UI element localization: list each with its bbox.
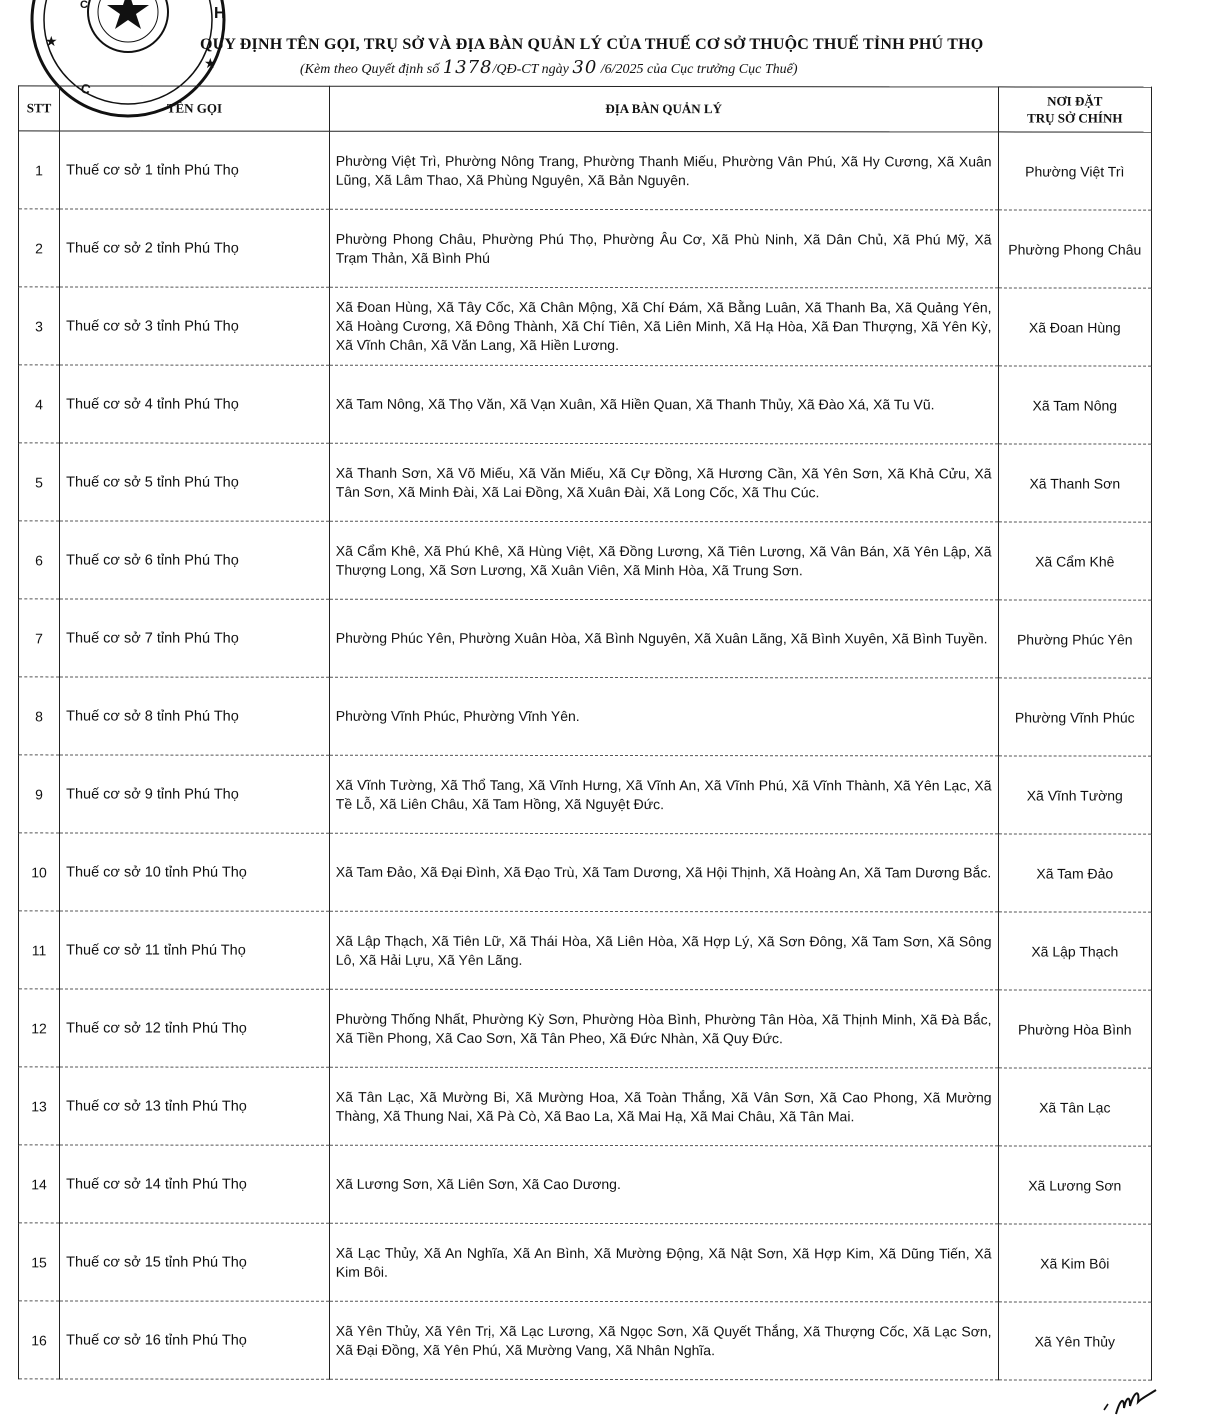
row-headquarters: Phường Vĩnh Phúc	[998, 678, 1151, 756]
row-stt: 16	[19, 1301, 60, 1379]
row-name: Thuế cơ sở 7 tỉnh Phú Thọ	[60, 599, 330, 677]
row-headquarters: Xã Lương Sơn	[998, 1146, 1151, 1224]
row-headquarters: Phường Việt Trì	[998, 132, 1151, 210]
table-row	[19, 911, 1152, 990]
row-name: Thuế cơ sở 2 tỉnh Phú Thọ	[60, 209, 330, 287]
svg-text:C: C	[79, 80, 93, 98]
row-headquarters: Phường Phúc Yên	[998, 600, 1151, 678]
row-stt: 9	[19, 755, 60, 833]
row-stt: 4	[19, 365, 60, 443]
row-stt: 14	[19, 1145, 60, 1223]
table-row	[19, 131, 1152, 210]
row-name: Thuế cơ sở 12 tỉnh Phú Thọ	[60, 989, 330, 1067]
row-name: Thuế cơ sở 8 tỉnh Phú Thọ	[60, 677, 330, 755]
table-row	[19, 989, 1152, 1068]
row-name: Thuế cơ sở 1 tỉnh Phú Thọ	[60, 131, 330, 209]
decision-day: 30	[572, 57, 598, 78]
row-name: Thuế cơ sở 3 tỉnh Phú Thọ	[60, 287, 330, 365]
row-area: Xã Vĩnh Tường, Xã Thổ Tang, Xã Vĩnh Hưng, Xã Vĩnh An, Xã Vĩnh Phú, Xã Vĩnh Thành, Xã Yên Lạc, Xã Tề Lỗ, Xã Liên Châu, Xã Tam Hồng, Xã Nguyệt Đức.	[329, 755, 998, 834]
row-area: Phường Vĩnh Phúc, Phường Vĩnh Yên.	[329, 677, 998, 756]
row-stt: 5	[19, 443, 60, 521]
document-title: QUY ĐỊNH TÊN GỌI, TRỤ SỞ VÀ ĐỊA BÀN QUẢN LÝ CỦA THUẾ CƠ SỞ THUỘC THUẾ TỈNH PHÚ THỌ	[200, 36, 984, 53]
row-name: Thuế cơ sở 16 tỉnh Phú Thọ	[60, 1301, 330, 1379]
decision-number: 1378	[442, 57, 493, 78]
row-headquarters: Phường Phong Châu	[998, 210, 1151, 288]
tax-office-table	[18, 85, 1152, 1380]
table-row	[19, 1145, 1152, 1224]
table-row	[19, 1301, 1152, 1380]
row-name: Thuế cơ sở 6 tỉnh Phú Thọ	[60, 521, 330, 599]
table-row	[19, 755, 1152, 834]
table-row	[19, 365, 1152, 444]
row-stt: 7	[19, 599, 60, 677]
row-headquarters: Xã Tam Đảo	[998, 834, 1151, 912]
row-name: Thuế cơ sở 14 tỉnh Phú Thọ	[60, 1145, 330, 1223]
row-name: Thuế cơ sở 13 tỉnh Phú Thọ	[60, 1067, 330, 1145]
header-area: ĐỊA BÀN QUẢN LÝ	[329, 86, 998, 132]
row-headquarters: Xã Tam Nông	[998, 366, 1151, 444]
row-name: Thuế cơ sở 10 tỉnh Phú Thọ	[60, 833, 330, 911]
row-headquarters: Xã Đoan Hùng	[998, 288, 1151, 366]
svg-text:★: ★	[45, 33, 58, 49]
table-row	[19, 677, 1152, 756]
row-stt: 15	[19, 1223, 60, 1301]
document-subtitle: (Kèm theo Quyết định số 1378/QĐ-CT ngày 30 /6/2025 của Cục trưởng Cục Thuế)	[300, 57, 798, 78]
svg-text:H: H	[214, 5, 226, 22]
row-area: Xã Lạc Thủy, Xã An Nghĩa, Xã An Bình, Xã Mường Động, Xã Nật Sơn, Xã Hợp Kim, Xã Dũng Tiến, Xã Kim Bôi.	[329, 1223, 998, 1302]
initials-signature	[1100, 1384, 1160, 1418]
table-row	[19, 209, 1152, 288]
row-stt: 2	[19, 209, 60, 287]
header-name: TÊN GỌI	[60, 86, 330, 131]
row-name: Thuế cơ sở 4 tỉnh Phú Thọ	[60, 365, 330, 443]
header-stt: STT	[19, 86, 60, 131]
row-area: Xã Thanh Sơn, Xã Võ Miếu, Xã Văn Miếu, Xã Cự Đồng, Xã Hương Cần, Xã Yên Sơn, Xã Khả Cửu, Xã Tân Sơn, Xã Minh Đài, Xã Lai Đồng, Xã Xuân Đài, Xã Long Cốc, Xã Thu Cúc.	[329, 443, 998, 522]
row-area: Phường Phong Châu, Phường Phú Thọ, Phường Âu Cơ, Xã Phù Ninh, Xã Dân Chủ, Xã Phú Mỹ, Xã Trạm Thản, Xã Bình Phú	[329, 209, 998, 288]
row-stt: 11	[19, 911, 60, 989]
svg-text:C: C	[80, 0, 88, 11]
row-area: Xã Lương Sơn, Xã Liên Sơn, Xã Cao Dương.	[329, 1145, 998, 1224]
row-area: Xã Tân Lạc, Xã Mường Bi, Xã Mường Hoa, Xã Toàn Thắng, Xã Vân Sơn, Xã Cao Phong, Xã Mường Thàng, Xã Thung Nai, Xã Pà Cò, Xã Bao La, Xã Mai Hạ, Xã Mai Châu, Xã Tân Mai.	[329, 1067, 998, 1146]
table-header-row	[19, 86, 1152, 132]
row-headquarters: Xã Thanh Sơn	[998, 444, 1151, 522]
row-headquarters: Xã Tân Lạc	[998, 1068, 1151, 1146]
row-headquarters: Xã Kim Bôi	[998, 1224, 1151, 1302]
row-name: Thuế cơ sở 5 tỉnh Phú Thọ	[60, 443, 330, 521]
table-row	[19, 443, 1152, 522]
row-stt: 6	[19, 521, 60, 599]
row-area: Xã Yên Thủy, Xã Yên Trị, Xã Lạc Lương, Xã Ngọc Sơn, Xã Quyết Thắng, Xã Thượng Cốc, Xã Lạc Sơn, Xã Đại Đồng, Xã Yên Phú, Xã Mường Vang, Xã Nhân Nghĩa.	[329, 1301, 998, 1380]
table-row	[19, 287, 1152, 366]
row-area: Phường Việt Trì, Phường Nông Trang, Phường Thanh Miếu, Phường Vân Phú, Xã Hy Cương, Xã Xuân Lũng, Xã Lâm Thao, Xã Phùng Nguyên, Xã Bản Nguyên.	[329, 131, 998, 210]
row-area: Phường Thống Nhất, Phường Kỳ Sơn, Phường Hòa Bình, Phường Tân Hòa, Xã Thịnh Minh, Xã Đà Bắc, Xã Tiền Phong, Xã Cao Sơn, Xã Tân Pheo, Xã Đức Nhàn, Xã Quy Đức.	[329, 989, 998, 1068]
table-row	[19, 599, 1152, 678]
row-headquarters: Xã Lập Thạch	[998, 912, 1151, 990]
row-headquarters: Xã Vĩnh Tường	[998, 756, 1151, 834]
table-row	[19, 1223, 1152, 1302]
row-area: Xã Tam Đảo, Xã Đại Đình, Xã Đạo Trù, Xã Tam Dương, Xã Hội Thịnh, Xã Hoàng An, Xã Tam Dương Bắc.	[329, 833, 998, 912]
row-stt: 1	[19, 131, 60, 209]
row-area: Xã Lập Thạch, Xã Tiên Lữ, Xã Thái Hòa, Xã Liên Hòa, Xã Hợp Lý, Xã Sơn Đông, Xã Tam Sơn, Xã Sông Lô, Xã Hải Lựu, Xã Yên Lãng.	[329, 911, 998, 990]
row-headquarters: Phường Hòa Bình	[998, 990, 1151, 1068]
row-area: Xã Tam Nông, Xã Thọ Văn, Xã Vạn Xuân, Xã Hiền Quan, Xã Thanh Thủy, Xã Đào Xá, Xã Tu Vũ.	[329, 365, 998, 444]
row-area: Xã Đoan Hùng, Xã Tây Cốc, Xã Chân Mộng, Xã Chí Đám, Xã Bằng Luân, Xã Thanh Ba, Xã Quảng Yên, Xã Hoàng Cương, Xã Đông Thành, Xã Chí Tiên, Xã Liên Minh, Xã Hạ Hòa, Xã Đan Thượng, Xã Yên Kỳ, Xã Vĩnh Chân, Xã Văn Lang, Xã Hiền Lương.	[329, 287, 998, 366]
header-hq: NƠI ĐẶT TRỤ SỞ CHÍNH	[998, 87, 1151, 132]
row-stt: 10	[19, 833, 60, 911]
row-stt: 8	[19, 677, 60, 755]
row-name: Thuế cơ sở 15 tỉnh Phú Thọ	[60, 1223, 330, 1301]
table-row	[19, 1067, 1152, 1146]
row-name: Thuế cơ sở 9 tỉnh Phú Thọ	[60, 755, 330, 833]
row-area: Phường Phúc Yên, Phường Xuân Hòa, Xã Bình Nguyên, Xã Xuân Lãng, Xã Bình Xuyên, Xã Bình Tuyền.	[329, 599, 998, 678]
row-headquarters: Xã Cẩm Khê	[998, 522, 1151, 600]
row-headquarters: Xã Yên Thủy	[998, 1302, 1151, 1380]
row-area: Xã Cẩm Khê, Xã Phú Khê, Xã Hùng Việt, Xã Đồng Lương, Xã Tiên Lương, Xã Vân Bán, Xã Yên Lập, Xã Thượng Long, Xã Sơn Lương, Xã Xuân Viên, Xã Minh Hòa, Xã Trung Sơn.	[329, 521, 998, 600]
row-name: Thuế cơ sở 11 tỉnh Phú Thọ	[60, 911, 330, 989]
table-row	[19, 833, 1152, 912]
svg-text:★: ★	[204, 55, 217, 71]
row-stt: 13	[19, 1067, 60, 1145]
table-row	[19, 521, 1152, 600]
row-stt: 3	[19, 287, 60, 365]
row-stt: 12	[19, 989, 60, 1067]
